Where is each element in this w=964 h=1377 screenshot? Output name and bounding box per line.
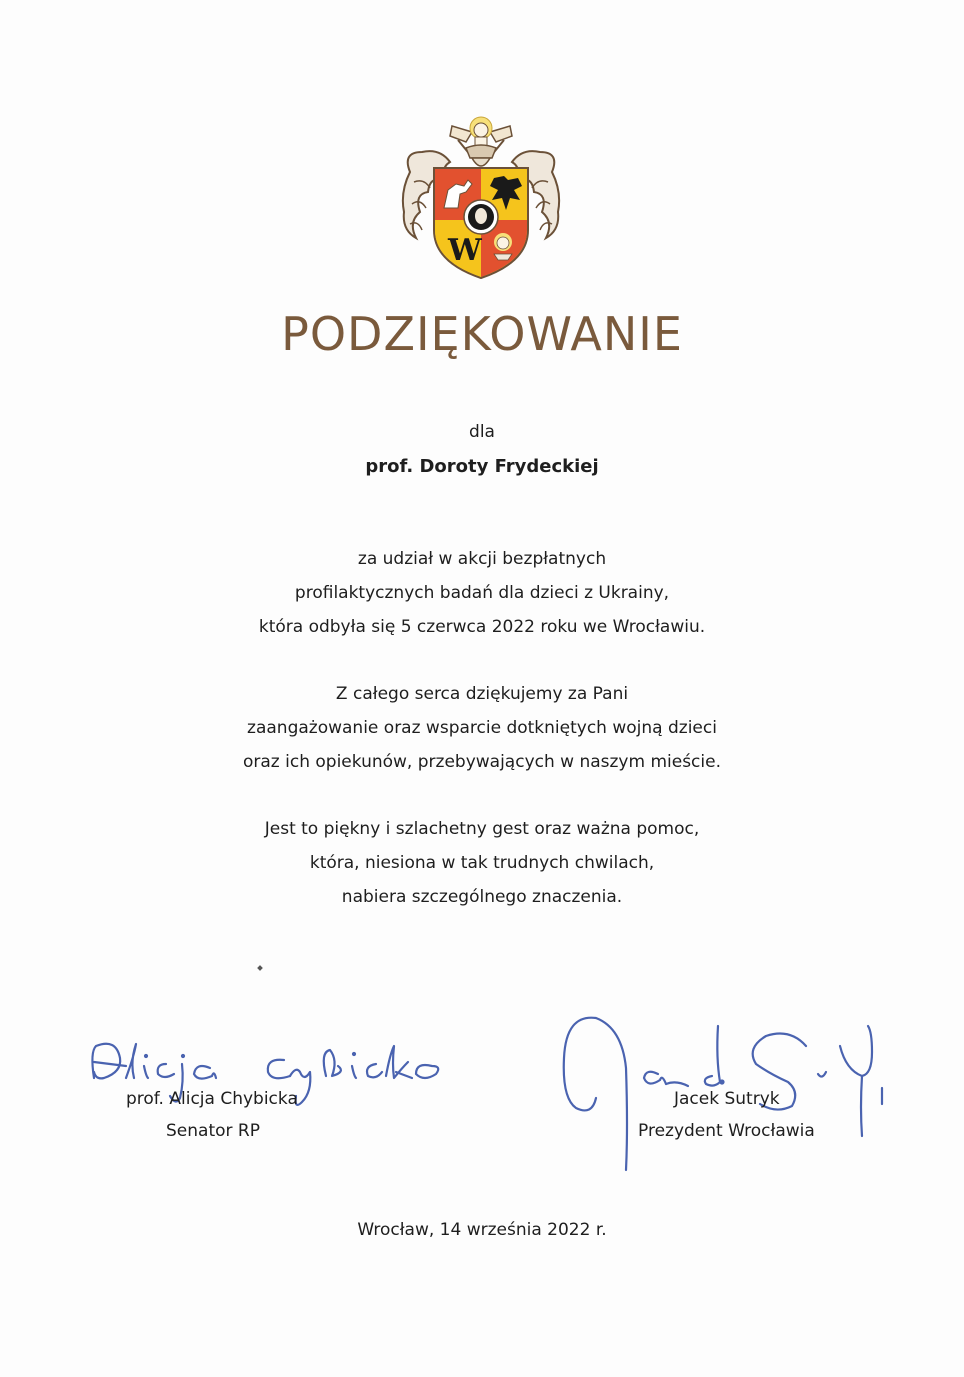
- recipient-intro: dla: [469, 422, 495, 442]
- paragraph-3-line-2: która, niesiona w tak trudnych chwilach,: [309, 853, 655, 873]
- wroclaw-coat-of-arms-icon: [400, 112, 562, 282]
- paragraph-1-line-1: za udział w akcji bezpłatnych: [357, 549, 607, 569]
- paragraph-3-line-3: nabiera szczególnego znaczenia.: [341, 887, 623, 907]
- left-signatory-name: prof. Alicja Chybicka: [126, 1089, 298, 1109]
- paragraph-2-line-2: zaangażowanie oraz wsparcie dotkniętych wojną dzieci: [247, 718, 717, 738]
- left-signatory-role: Senator RP: [166, 1121, 260, 1141]
- paragraph-2-line-3: oraz ich opiekunów, przebywających w naszym mieście.: [243, 752, 721, 772]
- svg-text:W: W: [448, 233, 482, 268]
- document-title: PODZIĘKOWANIE: [281, 307, 683, 361]
- paragraph-3-line-1: Jest to piękny i szlachetny gest oraz ważna pomoc,: [264, 819, 700, 839]
- place-and-date: Wrocław, 14 września 2022 r.: [357, 1220, 607, 1240]
- paragraph-2-line-1: Z całego serca dziękujemy za Pani: [335, 684, 629, 704]
- right-signatory-role: Prezydent Wrocławia: [638, 1121, 815, 1141]
- right-signatory-name: Jacek Sutryk: [674, 1089, 780, 1109]
- recipient-name: prof. Doroty Frydeckiej: [365, 456, 599, 477]
- paragraph-1-line-3: która odbyła się 5 czerwca 2022 roku we Wrocławiu.: [258, 617, 706, 637]
- scan-speck: [257, 965, 263, 971]
- paragraph-1-line-2: profilaktycznych badań dla dzieci z Ukrainy,: [294, 583, 670, 603]
